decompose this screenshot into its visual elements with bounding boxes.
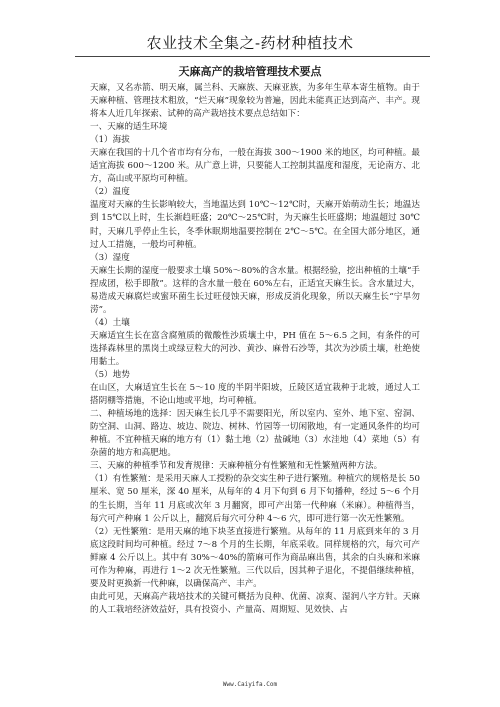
subsection-heading: （3）湿度 [90, 252, 130, 263]
paragraph: 天麻在我国的十几个省市均有分布，一般在海拔 300～1900 米的地区，均可种植。最适宜海拔 600～1200 米。从广意上讲，只要能人工控制其温度和湿度，无论南方、北方，高山或平原均可种植。 [90, 148, 420, 185]
paragraph: 在山区，大麻适宜生长在 5～10 度的半阴半阳坡，丘陵区适宜栽种于北坡，通过人工搭阴棚等措施，不论山地或平地，均可种植。 [90, 383, 420, 407]
paragraph: （2）无性繁殖：是用天麻的地下块茎直接进行繁殖。从每年的 11 月底到来年的 3 月底这段时间均可种植。经过 7～8 个月的生长期，年底采收。同样规格的穴，每穴可产鲜麻 4 公斤以上。其中有 30%～40%的箭麻可作为商品麻出售，其余的白头麻和米麻可作为种麻，再进行 1～2 次无性繁殖。三代以后，因其种子退化，不提倡继续种植，要及时更换新一代种麻，以确保高产、丰产。 [90, 526, 420, 589]
section-heading: 一、天麻的适生环境 [90, 122, 168, 133]
section-paragraph: 二、种植场地的选择：因天麻生长几乎不需要阳光，所以室内、室外、地下室、窑洞、防空洞、山洞、路边、坡边、院边、树林、竹园等一切闲散地，有一定通风条件的均可种植。不宜种植天麻的地方有（1）黏土地（2）盐碱地（3）水洼地（4）菜地（5）有杂菌的地方和高肥地。 [90, 409, 420, 459]
section-paragraph: 三、天麻的种植季节和发育规律：天麻种植分有性繁殖和无性繁殖两种方法。 [90, 461, 383, 472]
paragraph: 天麻适宜生长在富含腐殖质的微酸性沙质壤土中，PH 值在 5～6.5 之间，有条件的可选择森林里的黑岗土或绿豆粒大的河沙、黄沙、麻骨石沙等，其次为沙质土壤，杜绝使用黏土。 [90, 330, 420, 367]
paragraph: 温度对天麻的生长影响较大，当地温达到 10℃～12℃时，天麻开始萌动生长；地温达到 15℃以上时，生长渐趋旺盛；20℃～25℃时，为天麻生长旺盛期；地温超过 30℃时，天麻几乎停止生长，冬季休眠期地温要控制在 2℃～5℃。在全国大部分地区，通过人工措施，一般均可种植。 [90, 200, 420, 250]
article-body [90, 82, 420, 617]
subsection-heading: （4）土壤 [90, 317, 130, 328]
document-header: 农业技术全集之-药材种植技术 [146, 34, 354, 52]
paragraph: 天麻生长期的湿度一般要求土壤 50%～80%的含水量。根据经验，挖出种植的土壤“手捏成团，松手即散”。这样的含水量一般在 60%左右，正适宜天麻生长。含水量过大，易造成天麻腐烂或蜜环菌生长过旺侵蚀天麻，形成反消化现象，所以天麻生长“宁旱勿涝”。 [90, 265, 420, 315]
header-divider [75, 56, 430, 57]
article-title: 天麻高产的栽培管理技术要点 [178, 65, 322, 78]
footer-url: Www.Caiyifa.Com [222, 681, 278, 688]
subsection-heading: （1）海拔 [90, 135, 130, 146]
subsection-heading: （5）地势 [90, 370, 130, 381]
paragraph: 由此可见，天麻高产栽培技术的关键可概括为良种、优菌、凉爽、湿润八字方针。天麻的人工栽培经济效益好，具有投资小、产量高、周期短、见效快、占 [90, 591, 420, 615]
subsection-heading: （2）温度 [90, 187, 130, 198]
paragraph: 天麻，又名赤箭、明天麻，属兰科、天麻族、天麻亚族，为多年生草本寄生植物。由于天麻种植、管理技术粗放，“烂天麻”现象较为普遍，因此未能真正达到高产、丰产。现将本人近几年探索、试种的高产栽培技术要点总结如下： [90, 83, 420, 120]
paragraph: （1）有性繁殖：是采用天麻人工授粉的杂交实生种子进行繁殖。种植穴的规格是长 50 厘米、宽 50 厘米，深 40 厘米，从每年的 4 月下旬到 6 月下旬播种，经过 5～6 个月的生长期，当年 11 月底或次年 3 月翻窝，即可产出第一代种麻（米麻）。种植得当，每穴可产种麻 1 公斤以上，翻窝后每穴可分种 4～6 穴，即可进行第一次无性繁殖。 [90, 474, 420, 524]
